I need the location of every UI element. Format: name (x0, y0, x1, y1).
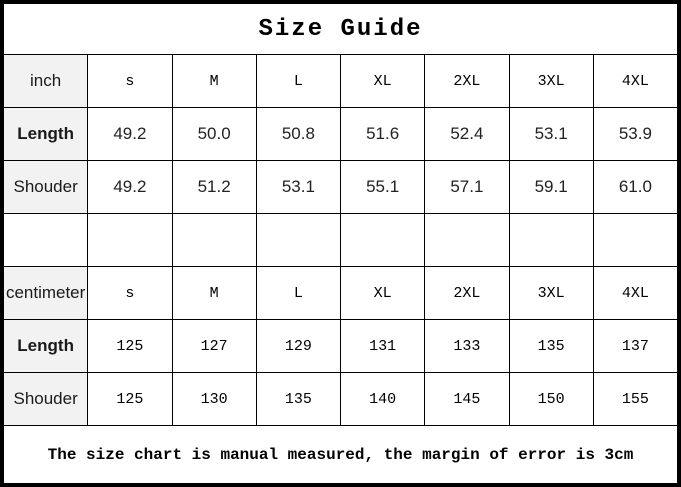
size-header-cell: XL (341, 267, 425, 320)
value-cell: 51.2 (172, 161, 256, 214)
value-cell: 125 (88, 320, 172, 373)
size-header-cell: 3XL (509, 55, 593, 108)
value-cell: 51.6 (341, 108, 425, 161)
value-cell: 49.2 (88, 161, 172, 214)
spacer-row (4, 214, 678, 267)
row-label-length: Length (4, 320, 88, 373)
value-cell: 50.0 (172, 108, 256, 161)
row-label-shouder: Shouder (4, 373, 88, 426)
title-row (4, 4, 678, 55)
centimeter-shouder-row (4, 373, 678, 426)
value-cell: 135 (509, 320, 593, 373)
row-label-length: Length (4, 108, 88, 161)
row-label-shouder: Shouder (4, 161, 88, 214)
value-cell: 140 (341, 373, 425, 426)
size-header-cell: 4XL (593, 55, 677, 108)
centimeter-length-row (4, 320, 678, 373)
blank-cell (425, 214, 509, 267)
value-cell: 129 (256, 320, 340, 373)
unit-label-inch: inch (4, 55, 88, 108)
value-cell: 57.1 (425, 161, 509, 214)
inch-shouder-row (4, 161, 678, 214)
size-header-cell: 4XL (593, 267, 677, 320)
size-header-cell: L (256, 55, 340, 108)
blank-cell (4, 214, 88, 267)
blank-cell (509, 214, 593, 267)
value-cell: 61.0 (593, 161, 677, 214)
value-cell: 155 (593, 373, 677, 426)
value-cell: 135 (256, 373, 340, 426)
size-header-cell: 2XL (425, 55, 509, 108)
value-cell: 145 (425, 373, 509, 426)
size-header-cell: L (256, 267, 340, 320)
size-guide-table (3, 3, 678, 484)
size-header-cell: 3XL (509, 267, 593, 320)
value-cell: 127 (172, 320, 256, 373)
value-cell: 53.1 (509, 108, 593, 161)
value-cell: 150 (509, 373, 593, 426)
size-header-cell: M (172, 55, 256, 108)
value-cell: 53.1 (256, 161, 340, 214)
value-cell: 133 (425, 320, 509, 373)
size-header-cell: M (172, 267, 256, 320)
value-cell: 53.9 (593, 108, 677, 161)
value-cell: 125 (88, 373, 172, 426)
unit-label-centimeter: centimeter (4, 267, 88, 320)
value-cell: 137 (593, 320, 677, 373)
value-cell: 130 (172, 373, 256, 426)
size-header-cell: s (88, 55, 172, 108)
footer-row (4, 426, 678, 484)
inch-length-row (4, 108, 678, 161)
blank-cell (172, 214, 256, 267)
value-cell: 50.8 (256, 108, 340, 161)
value-cell: 49.2 (88, 108, 172, 161)
size-header-cell: XL (341, 55, 425, 108)
value-cell: 55.1 (341, 161, 425, 214)
value-cell: 131 (341, 320, 425, 373)
blank-cell (256, 214, 340, 267)
blank-cell (341, 214, 425, 267)
page-title: Size Guide (4, 4, 678, 55)
footer-note: The size chart is manual measured, the margin of error is 3cm (4, 426, 678, 484)
centimeter-size-header-row (4, 267, 678, 320)
size-header-cell: s (88, 267, 172, 320)
blank-cell (88, 214, 172, 267)
value-cell: 52.4 (425, 108, 509, 161)
value-cell: 59.1 (509, 161, 593, 214)
size-header-cell: 2XL (425, 267, 509, 320)
inch-size-header-row (4, 55, 678, 108)
blank-cell (593, 214, 677, 267)
